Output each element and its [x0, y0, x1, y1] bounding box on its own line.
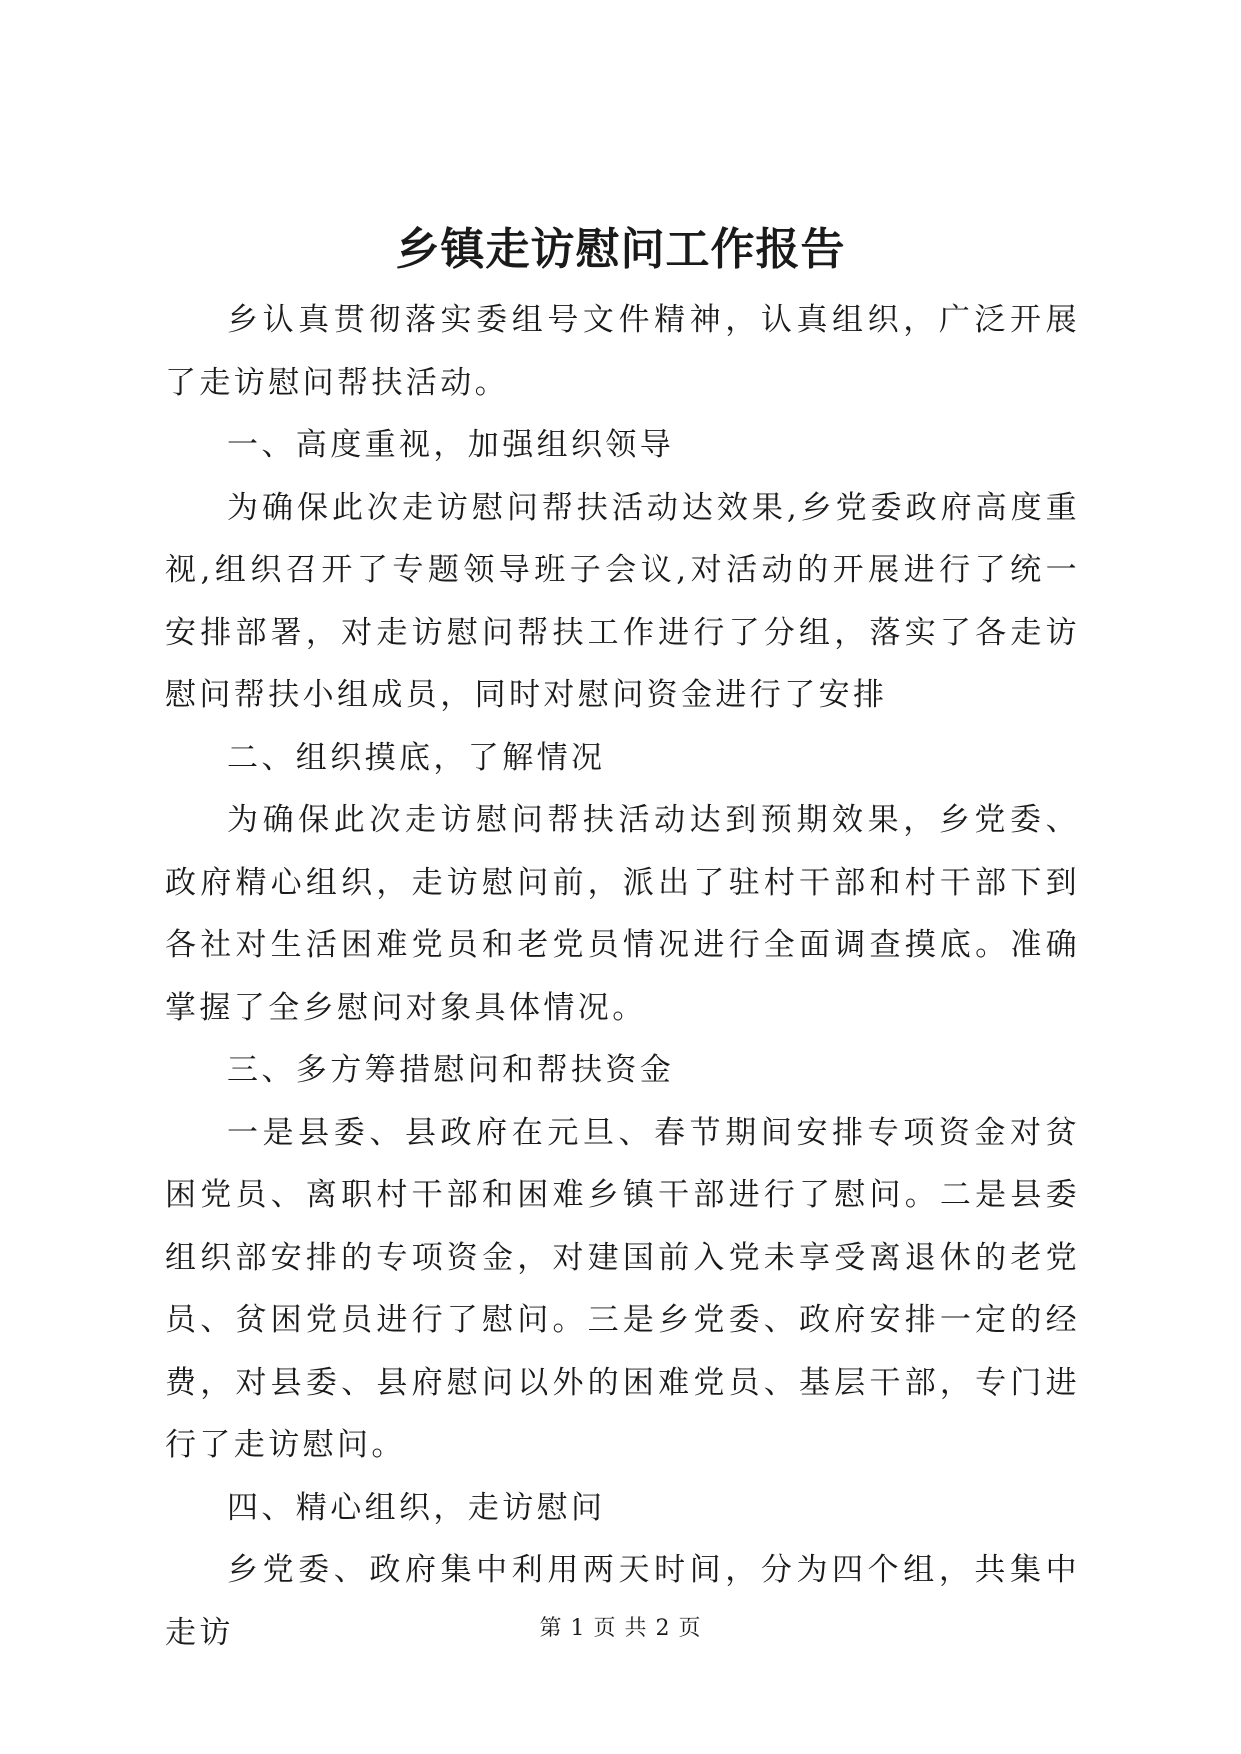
- paragraph-intro: 乡认真贯彻落实委组号文件精神，认真组织，广泛开展了走访慰问帮扶活动。: [165, 302, 1080, 401]
- section-heading-3: 三、多方筹措慰问和帮扶资金: [227, 1052, 675, 1088]
- paragraph-section-3: 一是县委、县政府在元旦、春节期间安排专项资金对贫困党员、离职村干部和困难乡镇干部进行了慰问。二是县委组织部安排的专项资金，对建国前入党未享受离退休的老党员、贫困党员进行了慰问。三是乡党委、政府安排一定的经费，对县委、县府慰问以外的困难党员、基层干部，专门进行了走访慰问。: [165, 1114, 1080, 1463]
- paragraph-section-4: 乡党委、政府集中利用两天时间，分为四个组，共集中走访: [165, 1552, 1080, 1651]
- paragraph-section-1: 为确保此次走访慰问帮扶活动达效果,乡党委政府高度重视,组织召开了专题领导班子会议,对活动的开展进行了统一安排部署，对走访慰问帮扶工作进行了分组，落实了各走访慰问帮扶小组成员，同时对慰问资金进行了安排: [165, 489, 1080, 713]
- paragraph-section-2: 为确保此次走访慰问帮扶活动达到预期效果，乡党委、政府精心组织，走访慰问前，派出了驻村干部和村干部下到各社对生活困难党员和老党员情况进行全面调查摸底。准确掌握了全乡慰问对象具体情况。: [165, 802, 1080, 1026]
- section-heading-1: 一、高度重视，加强组织领导: [227, 427, 675, 463]
- section-heading-4: 四、精心组织，走访慰问: [227, 1489, 606, 1526]
- section-heading-2: 二、组织摸底，了解情况: [227, 739, 606, 776]
- document-body: [165, 289, 1080, 1664]
- document-title: 乡镇走访慰问工作报告: [395, 224, 846, 275]
- page-number-footer: 第 1 页 共 2 页: [539, 1616, 702, 1641]
